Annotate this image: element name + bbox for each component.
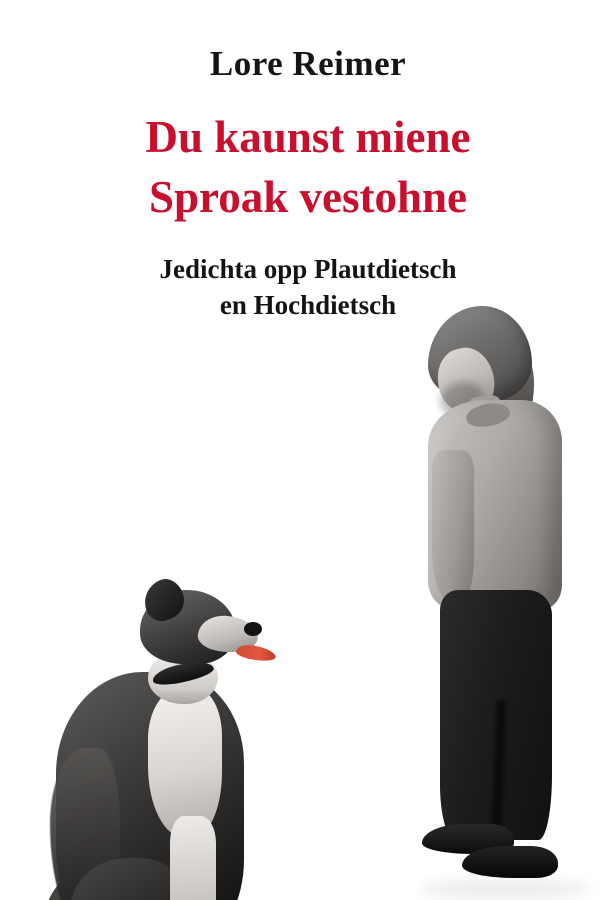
author-name: Lore Reimer: [209, 44, 407, 83]
book-title-line-1: Du kaunst miene: [145, 112, 471, 162]
book-title: [0, 84, 616, 228]
man-figure: [410, 300, 600, 900]
book-subtitle: [0, 228, 616, 324]
dog-figure: [30, 568, 290, 900]
dog-front-leg: [170, 816, 216, 900]
man-shoe-back: [462, 846, 558, 878]
cover-text-block: [0, 0, 616, 324]
book-subtitle-line-2: en Hochdietsch: [219, 289, 397, 320]
cover-photograph: [0, 300, 616, 900]
book-subtitle-line-1: Jedichta opp Plautdietsch: [159, 253, 457, 284]
dog-nose: [244, 622, 262, 636]
book-title-line-2: Sproak vestohne: [149, 171, 467, 222]
dog-tongue: [235, 643, 277, 663]
man-sleeve: [432, 450, 474, 600]
